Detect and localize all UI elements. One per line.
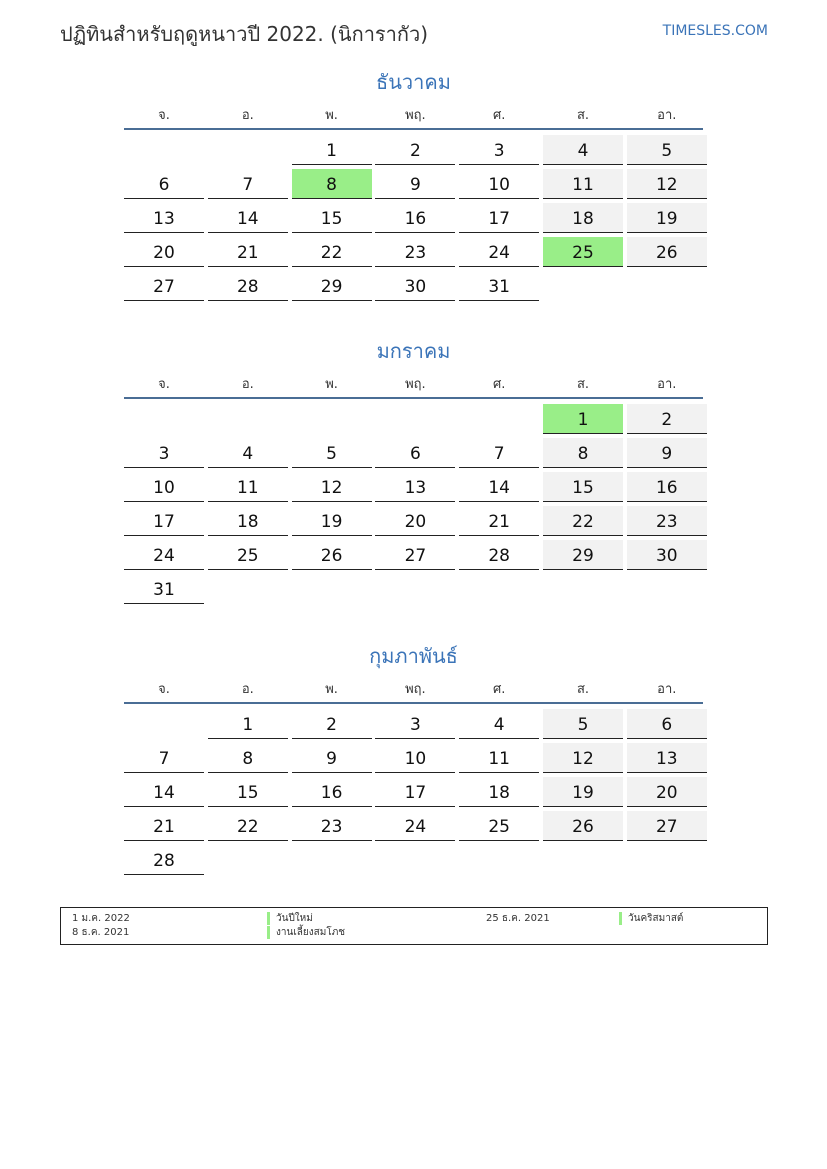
weekday-label: ส. bbox=[576, 682, 590, 697]
legend-date: 1 ม.ค. 2022 bbox=[72, 913, 130, 924]
day-cell: 21 bbox=[459, 506, 539, 536]
weekday-label: พ. bbox=[325, 108, 338, 123]
day-cell: 14 bbox=[208, 203, 288, 233]
day-empty bbox=[208, 135, 288, 165]
day-cell: 2 bbox=[292, 709, 372, 739]
day-empty bbox=[124, 404, 204, 434]
weekday-label: พฤ. bbox=[405, 682, 426, 697]
day-cell: 16 bbox=[292, 777, 372, 807]
day-empty bbox=[124, 135, 204, 165]
day-cell: 5 bbox=[627, 135, 707, 165]
day-cell: 17 bbox=[375, 777, 455, 807]
legend-name: วันคริสมาสต์ bbox=[619, 912, 683, 925]
day-cell: 5 bbox=[292, 438, 372, 468]
day-cell: 10 bbox=[459, 169, 539, 199]
weekday-header bbox=[124, 373, 703, 399]
weekday-label: อา. bbox=[657, 377, 677, 392]
day-cell: 13 bbox=[375, 472, 455, 502]
day-grid bbox=[124, 135, 703, 301]
weekday-label: อ. bbox=[241, 682, 254, 697]
day-grid bbox=[124, 404, 703, 604]
weekday-label: พ. bbox=[325, 682, 338, 697]
day-cell: 20 bbox=[627, 777, 707, 807]
day-cell: 29 bbox=[543, 540, 623, 570]
day-cell: 18 bbox=[459, 777, 539, 807]
day-cell: 21 bbox=[124, 811, 204, 841]
day-cell: 1 bbox=[292, 135, 372, 165]
day-cell: 3 bbox=[375, 709, 455, 739]
day-cell: 23 bbox=[292, 811, 372, 841]
weekday-label: ศ. bbox=[492, 108, 506, 123]
legend-name: งานเลี้ยงสมโภช bbox=[267, 926, 345, 939]
day-cell: 21 bbox=[208, 237, 288, 267]
weekday-label: อ. bbox=[241, 108, 254, 123]
day-cell: 18 bbox=[543, 203, 623, 233]
weekday-header bbox=[124, 678, 703, 704]
day-cell: 9 bbox=[627, 438, 707, 468]
day-cell: 29 bbox=[292, 271, 372, 301]
weekday-label: ส. bbox=[576, 377, 590, 392]
day-cell: 15 bbox=[543, 472, 623, 502]
day-cell: 26 bbox=[543, 811, 623, 841]
day-empty bbox=[124, 709, 204, 739]
day-cell: 14 bbox=[459, 472, 539, 502]
day-cell: 16 bbox=[627, 472, 707, 502]
day-cell: 10 bbox=[124, 472, 204, 502]
day-cell: 26 bbox=[627, 237, 707, 267]
day-cell: 15 bbox=[208, 777, 288, 807]
weekday-label: อ. bbox=[241, 377, 254, 392]
day-cell: 28 bbox=[124, 845, 204, 875]
day-cell: 27 bbox=[124, 271, 204, 301]
weekday-label: อา. bbox=[657, 108, 677, 123]
day-empty bbox=[292, 404, 372, 434]
weekday-label: พฤ. bbox=[405, 377, 426, 392]
day-cell: 20 bbox=[375, 506, 455, 536]
day-cell: 25 bbox=[459, 811, 539, 841]
day-cell: 6 bbox=[627, 709, 707, 739]
day-cell: 27 bbox=[627, 811, 707, 841]
month-title: กุมภาพันธ์ bbox=[369, 644, 458, 668]
day-cell: 11 bbox=[459, 743, 539, 773]
day-cell: 20 bbox=[124, 237, 204, 267]
day-cell: 2 bbox=[375, 135, 455, 165]
day-cell: 22 bbox=[543, 506, 623, 536]
day-empty bbox=[375, 404, 455, 434]
day-cell: 12 bbox=[543, 743, 623, 773]
day-cell: 14 bbox=[124, 777, 204, 807]
day-cell: 31 bbox=[124, 574, 204, 604]
day-cell: 30 bbox=[627, 540, 707, 570]
day-cell: 6 bbox=[124, 169, 204, 199]
day-cell: 7 bbox=[459, 438, 539, 468]
day-cell: 1 bbox=[208, 709, 288, 739]
day-cell: 18 bbox=[208, 506, 288, 536]
day-cell: 4 bbox=[543, 135, 623, 165]
day-cell: 30 bbox=[375, 271, 455, 301]
day-cell: 24 bbox=[459, 237, 539, 267]
day-grid bbox=[124, 709, 703, 875]
weekday-label: ส. bbox=[576, 108, 590, 123]
page-title: ปฏิทินสำหรับฤดูหนาวปี 2022. (นิการากัว) bbox=[60, 22, 429, 46]
day-cell: 9 bbox=[375, 169, 455, 199]
day-cell: 12 bbox=[292, 472, 372, 502]
weekday-label: พฤ. bbox=[405, 108, 426, 123]
day-cell: 3 bbox=[124, 438, 204, 468]
day-empty bbox=[459, 404, 539, 434]
month-title: ธันวาคม bbox=[376, 70, 451, 94]
day-cell: 8 bbox=[543, 438, 623, 468]
day-cell: 1 bbox=[543, 404, 623, 434]
day-cell: 16 bbox=[375, 203, 455, 233]
weekday-label: จ. bbox=[158, 108, 170, 123]
month-december bbox=[124, 68, 703, 301]
legend-date: 25 ธ.ค. 2021 bbox=[486, 913, 550, 924]
day-cell: 13 bbox=[124, 203, 204, 233]
weekday-header bbox=[124, 104, 703, 130]
day-cell: 24 bbox=[375, 811, 455, 841]
day-cell: 28 bbox=[459, 540, 539, 570]
day-cell: 31 bbox=[459, 271, 539, 301]
day-cell: 5 bbox=[543, 709, 623, 739]
weekday-label: พ. bbox=[325, 377, 338, 392]
month-february bbox=[124, 642, 703, 875]
legend-date: 8 ธ.ค. 2021 bbox=[72, 927, 130, 938]
day-cell: 13 bbox=[627, 743, 707, 773]
day-empty bbox=[208, 404, 288, 434]
holiday-legend bbox=[60, 907, 768, 945]
day-cell: 26 bbox=[292, 540, 372, 570]
day-cell: 19 bbox=[627, 203, 707, 233]
day-cell: 23 bbox=[375, 237, 455, 267]
month-january bbox=[124, 337, 703, 604]
day-cell: 3 bbox=[459, 135, 539, 165]
day-cell: 15 bbox=[292, 203, 372, 233]
day-cell: 8 bbox=[292, 169, 372, 199]
day-cell: 12 bbox=[627, 169, 707, 199]
day-cell: 7 bbox=[208, 169, 288, 199]
day-cell: 24 bbox=[124, 540, 204, 570]
day-cell: 17 bbox=[459, 203, 539, 233]
day-cell: 27 bbox=[375, 540, 455, 570]
weekday-label: ศ. bbox=[492, 377, 506, 392]
day-cell: 17 bbox=[124, 506, 204, 536]
day-cell: 7 bbox=[124, 743, 204, 773]
day-cell: 4 bbox=[208, 438, 288, 468]
day-cell: 25 bbox=[208, 540, 288, 570]
day-cell: 9 bbox=[292, 743, 372, 773]
weekday-label: จ. bbox=[158, 682, 170, 697]
day-cell: 28 bbox=[208, 271, 288, 301]
brand-link[interactable]: TIMESLES.COM bbox=[662, 23, 768, 39]
day-cell: 22 bbox=[208, 811, 288, 841]
day-cell: 4 bbox=[459, 709, 539, 739]
weekday-label: ศ. bbox=[492, 682, 506, 697]
day-cell: 8 bbox=[208, 743, 288, 773]
day-cell: 10 bbox=[375, 743, 455, 773]
day-cell: 19 bbox=[543, 777, 623, 807]
day-cell: 25 bbox=[543, 237, 623, 267]
day-cell: 19 bbox=[292, 506, 372, 536]
weekday-label: อา. bbox=[657, 682, 677, 697]
day-cell: 22 bbox=[292, 237, 372, 267]
day-cell: 2 bbox=[627, 404, 707, 434]
weekday-label: จ. bbox=[158, 377, 170, 392]
day-cell: 11 bbox=[208, 472, 288, 502]
month-title: มกราคม bbox=[376, 339, 451, 363]
day-cell: 11 bbox=[543, 169, 623, 199]
legend-name: วันปีใหม่ bbox=[267, 912, 313, 925]
day-cell: 23 bbox=[627, 506, 707, 536]
day-cell: 6 bbox=[375, 438, 455, 468]
